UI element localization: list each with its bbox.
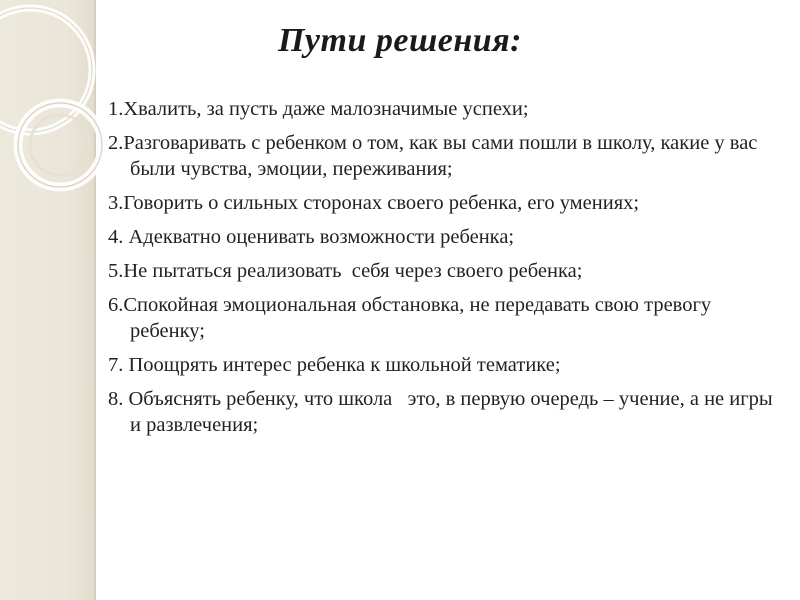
list-item: 5.Не пытаться реализовать себя через своего ребенка; [108,260,583,282]
list-item: 6.Спокойная эмоциональная обстановка, не передавать свою тревогу ребенку; [108,294,717,342]
list-item: 7. Поощрять интерес ребенка к школьной тематике; [108,354,561,376]
list-item: 3.Говорить о сильных сторонах своего ребенка, его умениях; [108,192,640,214]
solution-list [108,96,783,446]
list-item: 8. Объяснять ребенку, что школа это, в первую очередь – учение, а не игры и развлечения; [108,388,778,436]
list-item: 4. Адекватно оценивать возможности ребенка; [108,226,515,248]
slide-title: Пути решения: [277,22,523,59]
list-item: 1.Хвалить, за пусть даже малозначимые успехи; [108,98,529,120]
list-item: 2.Разговаривать с ребенком о том, как вы сами пошли в школу, какие у вас были чувства, эмоции, переживания; [108,132,763,180]
